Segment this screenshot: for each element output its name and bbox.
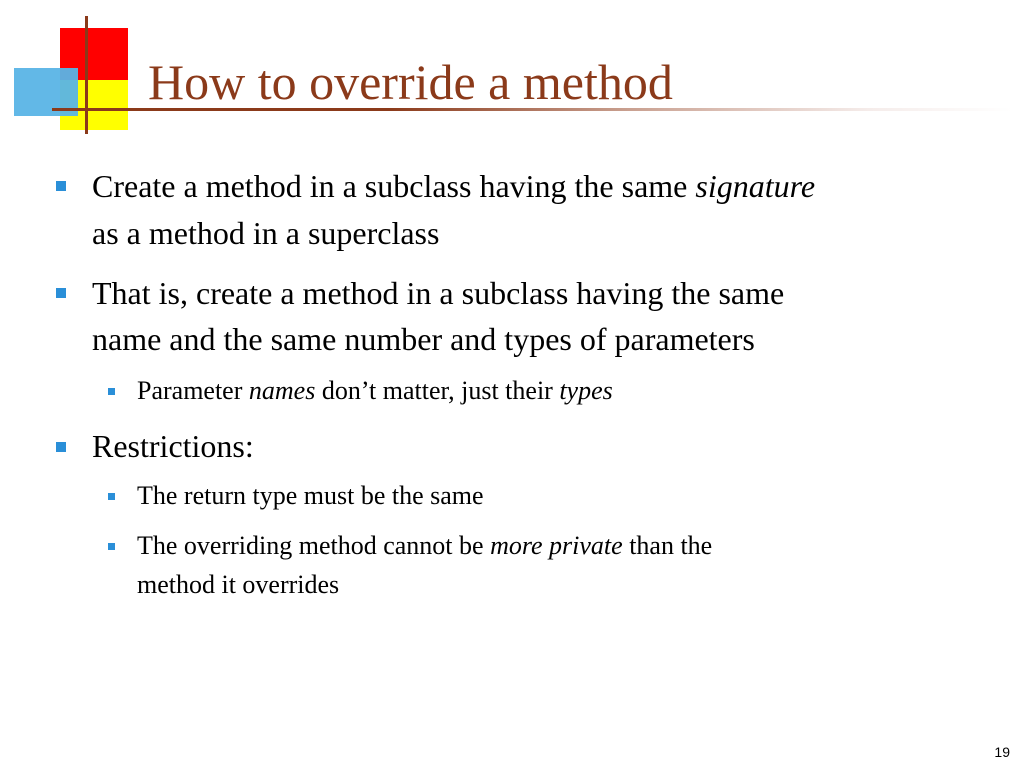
bullet-2-line-1: That is, create a method in a subclass having the same [92,275,785,311]
sub-bullet-parameter-names: Parameter names don’t matter, just their types [137,376,613,405]
bullet-2-line-2: name and the same number and types of parameters [92,321,755,357]
sub-bullet-more-private-line-1: The overriding method cannot be more private than the [137,531,713,560]
sub-bullet-square-icon [108,493,115,500]
bullet-1-line-2: as a method in a superclass [92,215,440,251]
sub-bullet-more-private-line-2: method it overrides [137,570,340,599]
sub-bullet-return-type: The return type must be the same [137,481,484,510]
logo-vertical-line [85,16,88,134]
bullet-square-icon [56,181,66,191]
sub-bullet-square-icon [108,388,115,395]
slide-title: How to override a method [148,54,673,110]
bullet-1-line-1: Create a method in a subclass having the same signature [92,168,816,204]
bullet-square-icon [56,288,66,298]
bullet-square-icon [56,442,66,452]
page-number: 19 [994,744,1010,760]
sub-bullet-square-icon [108,543,115,550]
bullet-3-line-1: Restrictions: [92,428,254,464]
